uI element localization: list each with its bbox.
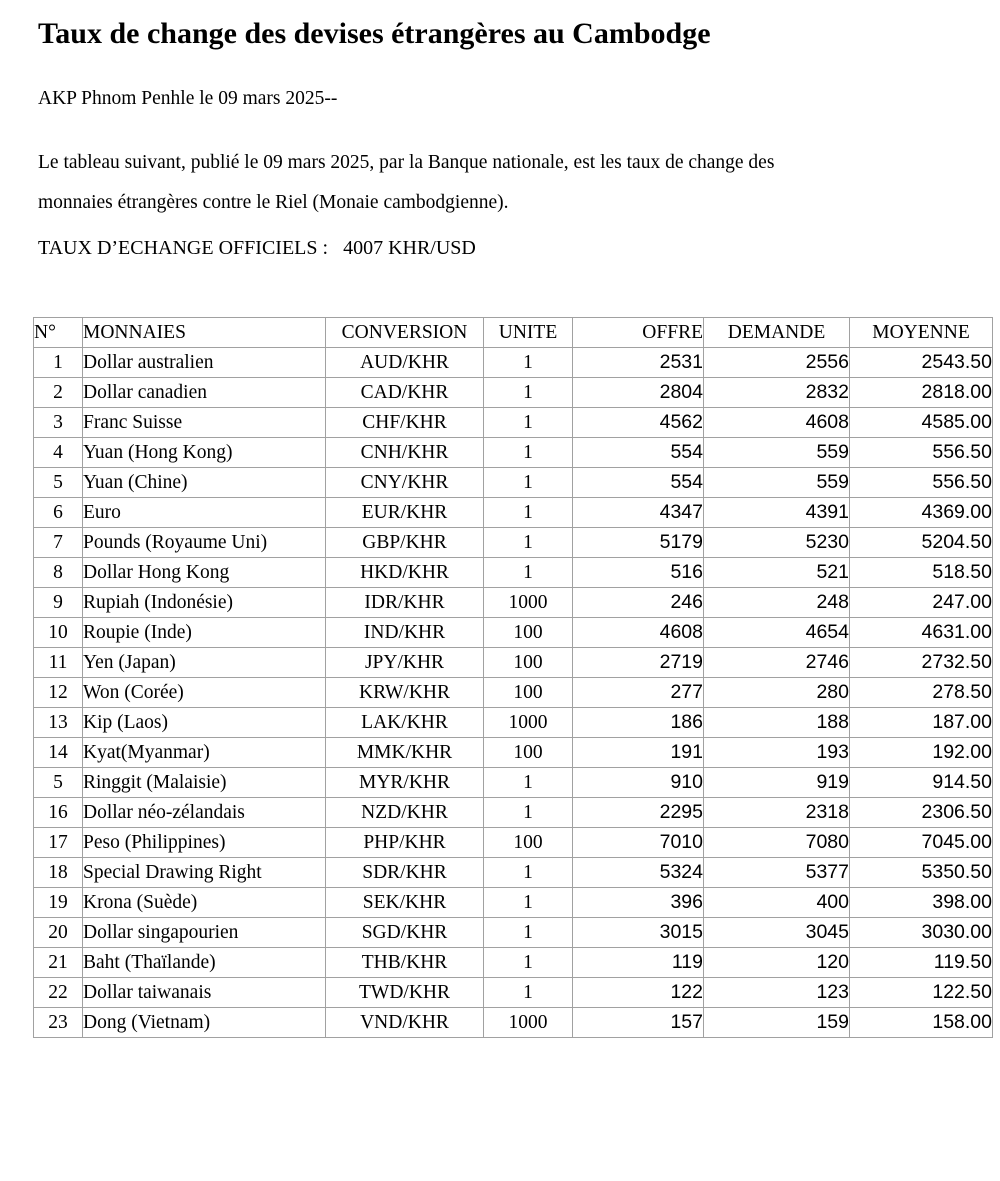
table-cell: IDR/KHR	[326, 588, 484, 618]
column-header: MOYENNE	[850, 318, 993, 348]
table-cell: 2	[34, 378, 83, 408]
table-cell: 9	[34, 588, 83, 618]
table-row	[34, 1008, 993, 1038]
table-cell: 1	[34, 348, 83, 378]
column-header: DEMANDE	[704, 318, 850, 348]
table-cell: Peso (Philippines)	[83, 828, 326, 858]
table-cell: 123	[704, 978, 850, 1008]
table-cell: 910	[573, 768, 704, 798]
table-cell: 396	[573, 888, 704, 918]
column-header: OFFRE	[573, 318, 704, 348]
page-title: Taux de change des devises étrangères au Cambodge	[38, 17, 711, 50]
table-cell: 2746	[704, 648, 850, 678]
table-cell: CNY/KHR	[326, 468, 484, 498]
table-cell: 2719	[573, 648, 704, 678]
table-cell: 518.50	[850, 558, 993, 588]
table-row	[34, 498, 993, 528]
table-cell: 1	[484, 558, 573, 588]
table-cell: 20	[34, 918, 83, 948]
table-cell: 1	[484, 438, 573, 468]
table-cell: 157	[573, 1008, 704, 1038]
official-rate-value: 4007 KHR/USD	[343, 237, 476, 259]
table-cell: 556.50	[850, 438, 993, 468]
table-cell: Euro	[83, 498, 326, 528]
table-cell: 6	[34, 498, 83, 528]
table-cell: GBP/KHR	[326, 528, 484, 558]
table-cell: 11	[34, 648, 83, 678]
table-cell: 4391	[704, 498, 850, 528]
table-cell: 2306.50	[850, 798, 993, 828]
exchange-rates-table	[33, 317, 993, 1038]
table-cell: 4608	[573, 618, 704, 648]
table-cell: Dong (Vietnam)	[83, 1008, 326, 1038]
table-cell: 18	[34, 858, 83, 888]
table-cell: 280	[704, 678, 850, 708]
table-cell: 4608	[704, 408, 850, 438]
table-cell: 122.50	[850, 978, 993, 1008]
table-cell: Yuan (Hong Kong)	[83, 438, 326, 468]
intro-line-1: Le tableau suivant, publié le 09 mars 2025, par la Banque nationale, est les taux de change des	[38, 152, 775, 173]
table-cell: 1	[484, 498, 573, 528]
table-cell: 914.50	[850, 768, 993, 798]
table-cell: 100	[484, 828, 573, 858]
table-cell: 400	[704, 888, 850, 918]
table-cell: 100	[484, 678, 573, 708]
table-cell: 192.00	[850, 738, 993, 768]
official-rate-line	[38, 235, 970, 262]
table-row	[34, 858, 993, 888]
table-cell: 1	[484, 408, 573, 438]
table-cell: 2556	[704, 348, 850, 378]
table-cell: 398.00	[850, 888, 993, 918]
table-cell: 1	[484, 378, 573, 408]
table-row	[34, 708, 993, 738]
table-cell: 100	[484, 618, 573, 648]
table-row	[34, 918, 993, 948]
table-cell: 1	[484, 918, 573, 948]
table-cell: 5324	[573, 858, 704, 888]
table-cell: 919	[704, 768, 850, 798]
table-cell: 1000	[484, 588, 573, 618]
column-header: CONVERSION	[326, 318, 484, 348]
table-cell: Kyat(Myanmar)	[83, 738, 326, 768]
table-cell: 7010	[573, 828, 704, 858]
table-cell: Dollar singapourien	[83, 918, 326, 948]
table-cell: 1	[484, 768, 573, 798]
table-cell: PHP/KHR	[326, 828, 484, 858]
table-cell: 122	[573, 978, 704, 1008]
table-cell: CAD/KHR	[326, 378, 484, 408]
table-row	[34, 438, 993, 468]
table-row	[34, 618, 993, 648]
table-cell: 556.50	[850, 468, 993, 498]
table-cell: 8	[34, 558, 83, 588]
table-cell: 119	[573, 948, 704, 978]
table-cell: VND/KHR	[326, 1008, 484, 1038]
table-cell: 193	[704, 738, 850, 768]
table-cell: 4	[34, 438, 83, 468]
table-row	[34, 978, 993, 1008]
table-cell: Pounds (Royaume Uni)	[83, 528, 326, 558]
table-cell: 159	[704, 1008, 850, 1038]
table-cell: 188	[704, 708, 850, 738]
table-cell: 14	[34, 738, 83, 768]
table-row	[34, 648, 993, 678]
table-cell: 246	[573, 588, 704, 618]
table-cell: Rupiah (Indonésie)	[83, 588, 326, 618]
table-cell: 2295	[573, 798, 704, 828]
table-row	[34, 798, 993, 828]
table-row	[34, 768, 993, 798]
table-cell: 5204.50	[850, 528, 993, 558]
table-cell: 16	[34, 798, 83, 828]
official-rate-label: TAUX D’ECHANGE OFFICIELS :	[38, 237, 329, 259]
table-cell: Dollar Hong Kong	[83, 558, 326, 588]
table-row	[34, 558, 993, 588]
table-cell: 1	[484, 798, 573, 828]
table-cell: 278.50	[850, 678, 993, 708]
table-cell: 2318	[704, 798, 850, 828]
table-cell: 100	[484, 738, 573, 768]
table-cell: 5350.50	[850, 858, 993, 888]
table-cell: 1	[484, 528, 573, 558]
table-cell: 17	[34, 828, 83, 858]
table-cell: 554	[573, 438, 704, 468]
table-cell: 191	[573, 738, 704, 768]
table-cell: 1	[484, 888, 573, 918]
table-cell: 2543.50	[850, 348, 993, 378]
table-cell: Dollar canadien	[83, 378, 326, 408]
table-cell: 2804	[573, 378, 704, 408]
table-cell: TWD/KHR	[326, 978, 484, 1008]
table-row	[34, 408, 993, 438]
table-cell: 3045	[704, 918, 850, 948]
table-cell: 2832	[704, 378, 850, 408]
table-header	[34, 318, 993, 348]
table-cell: 1000	[484, 1008, 573, 1038]
table-row	[34, 678, 993, 708]
table-cell: 248	[704, 588, 850, 618]
table-cell: Won (Corée)	[83, 678, 326, 708]
table-row	[34, 828, 993, 858]
table-cell: MYR/KHR	[326, 768, 484, 798]
table-cell: 1000	[484, 708, 573, 738]
table-row	[34, 378, 993, 408]
table-cell: Special Drawing Right	[83, 858, 326, 888]
table-cell: 5377	[704, 858, 850, 888]
table-cell: HKD/KHR	[326, 558, 484, 588]
table-body	[34, 348, 993, 1038]
table-cell: Kip (Laos)	[83, 708, 326, 738]
table-cell: 516	[573, 558, 704, 588]
table-cell: 1	[484, 978, 573, 1008]
table-cell: 7	[34, 528, 83, 558]
table-cell: JPY/KHR	[326, 648, 484, 678]
table-row	[34, 888, 993, 918]
table-cell: 521	[704, 558, 850, 588]
table-cell: Dollar néo-zélandais	[83, 798, 326, 828]
table-cell: 3015	[573, 918, 704, 948]
table-cell: 12	[34, 678, 83, 708]
table-row	[34, 738, 993, 768]
table-cell: Ringgit (Malaisie)	[83, 768, 326, 798]
table-row	[34, 948, 993, 978]
table-cell: 247.00	[850, 588, 993, 618]
table-cell: 2531	[573, 348, 704, 378]
table-cell: 1	[484, 948, 573, 978]
table-cell: NZD/KHR	[326, 798, 484, 828]
table-cell: 7080	[704, 828, 850, 858]
table-cell: 1	[484, 858, 573, 888]
table-cell: 4347	[573, 498, 704, 528]
table-header-row	[34, 318, 993, 348]
table-cell: 3030.00	[850, 918, 993, 948]
table-cell: LAK/KHR	[326, 708, 484, 738]
table-cell: 5230	[704, 528, 850, 558]
table-cell: SGD/KHR	[326, 918, 484, 948]
table-cell: 4585.00	[850, 408, 993, 438]
table-cell: Yuan (Chine)	[83, 468, 326, 498]
table-cell: 554	[573, 468, 704, 498]
table-cell: SDR/KHR	[326, 858, 484, 888]
table-cell: Yen (Japan)	[83, 648, 326, 678]
table-cell: IND/KHR	[326, 618, 484, 648]
table-cell: CHF/KHR	[326, 408, 484, 438]
table-cell: 100	[484, 648, 573, 678]
table-cell: 559	[704, 438, 850, 468]
table-cell: 120	[704, 948, 850, 978]
table-cell: 23	[34, 1008, 83, 1038]
column-header: MONNAIES	[83, 318, 326, 348]
column-header: UNITE	[484, 318, 573, 348]
table-cell: 4369.00	[850, 498, 993, 528]
table-cell: SEK/KHR	[326, 888, 484, 918]
table-cell: CNH/KHR	[326, 438, 484, 468]
table-cell: 3	[34, 408, 83, 438]
intro-paragraph	[38, 143, 970, 223]
table-cell: Dollar australien	[83, 348, 326, 378]
table-cell: 21	[34, 948, 83, 978]
table-cell: 1	[484, 348, 573, 378]
table-cell: 5	[34, 468, 83, 498]
table-cell: 559	[704, 468, 850, 498]
table-cell: 186	[573, 708, 704, 738]
table-row	[34, 468, 993, 498]
byline: AKP Phnom Penhle le 09 mars 2025--	[38, 88, 338, 109]
table-cell: 2818.00	[850, 378, 993, 408]
table-cell: 5	[34, 768, 83, 798]
table-row	[34, 348, 993, 378]
table-cell: 4631.00	[850, 618, 993, 648]
table-cell: EUR/KHR	[326, 498, 484, 528]
intro-line-2: monnaies étrangères contre le Riel (Monaie cambodgienne).	[38, 192, 509, 213]
table-cell: Dollar taiwanais	[83, 978, 326, 1008]
table-cell: Baht (Thaïlande)	[83, 948, 326, 978]
table-cell: Franc Suisse	[83, 408, 326, 438]
table-cell: 10	[34, 618, 83, 648]
table-cell: 5179	[573, 528, 704, 558]
column-header: N°	[34, 318, 83, 348]
table-cell: 158.00	[850, 1008, 993, 1038]
table-row	[34, 588, 993, 618]
table-cell: KRW/KHR	[326, 678, 484, 708]
table-cell: THB/KHR	[326, 948, 484, 978]
table-cell: 22	[34, 978, 83, 1008]
table-cell: 2732.50	[850, 648, 993, 678]
table-cell: AUD/KHR	[326, 348, 484, 378]
table-cell: 13	[34, 708, 83, 738]
table-cell: 7045.00	[850, 828, 993, 858]
table-cell: 277	[573, 678, 704, 708]
table-row	[34, 528, 993, 558]
table-cell: MMK/KHR	[326, 738, 484, 768]
table-cell: 4562	[573, 408, 704, 438]
table-cell: 119.50	[850, 948, 993, 978]
table-cell: 19	[34, 888, 83, 918]
table-cell: Roupie (Inde)	[83, 618, 326, 648]
table-cell: 1	[484, 468, 573, 498]
table-cell: Krona (Suède)	[83, 888, 326, 918]
table-cell: 4654	[704, 618, 850, 648]
table-cell: 187.00	[850, 708, 993, 738]
